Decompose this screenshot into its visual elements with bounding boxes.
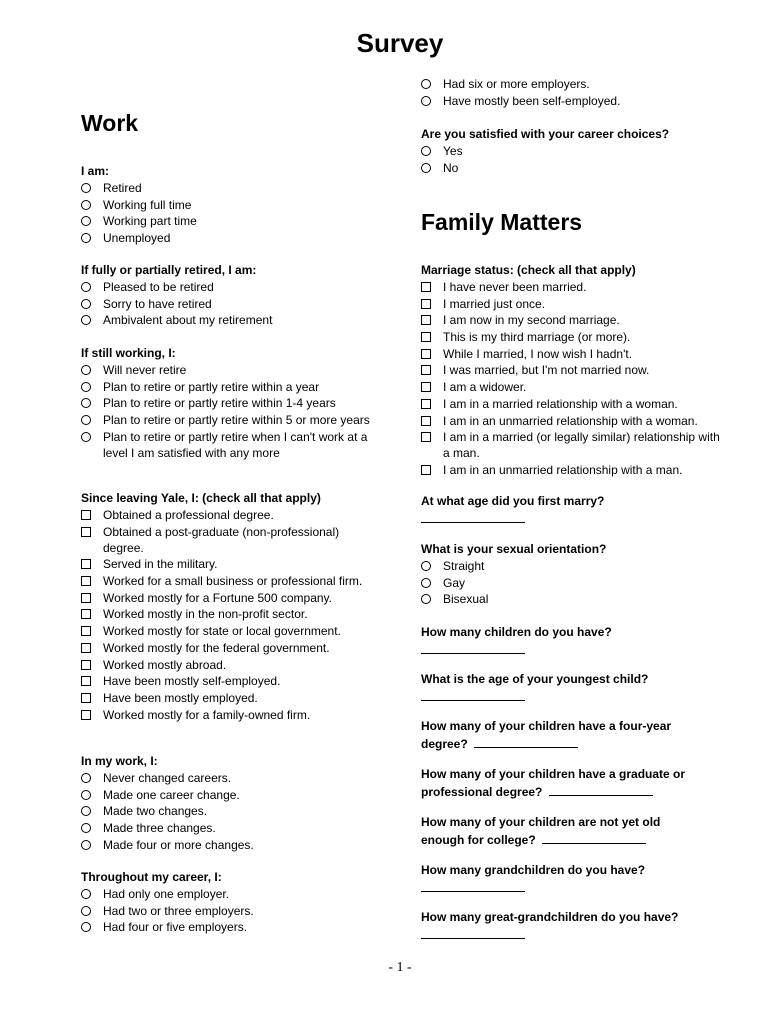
radio-icon[interactable]: [421, 594, 431, 604]
checkbox-icon[interactable]: [81, 559, 91, 569]
checkbox-icon[interactable]: [421, 465, 431, 475]
checkbox-option[interactable]: Obtained a professional degree.: [81, 507, 381, 523]
checkbox-icon[interactable]: [81, 510, 91, 520]
radio-group: [81, 279, 381, 328]
checkbox-icon[interactable]: [81, 576, 91, 586]
checkbox-option[interactable]: Obtained a post-graduate (non-professional) degree.: [81, 524, 381, 556]
checkbox-icon[interactable]: [421, 416, 431, 426]
checkbox-icon[interactable]: [81, 609, 91, 619]
question-label: If fully or partially retired, I am:: [81, 263, 257, 277]
checkbox-option[interactable]: Have been mostly self-employed.: [81, 673, 381, 689]
checkbox-group: [81, 507, 381, 723]
answer-field[interactable]: [421, 688, 525, 701]
question-throughout-career-continued: [421, 76, 721, 109]
radio-option[interactable]: Pleased to be retired: [81, 279, 381, 295]
checkbox-icon[interactable]: [81, 527, 91, 537]
page-title: Survey: [356, 28, 444, 58]
checkbox-option[interactable]: Worked mostly for the federal government.: [81, 640, 381, 656]
radio-icon[interactable]: [81, 790, 91, 800]
question-label: enough for college?: [421, 833, 536, 847]
question-if-retired: [81, 262, 381, 329]
checkbox-icon[interactable]: [421, 382, 431, 392]
radio-group: [81, 770, 381, 853]
checkbox-option[interactable]: Worked mostly in the non-profit sector.: [81, 606, 381, 622]
checkbox-icon[interactable]: [81, 593, 91, 603]
radio-option[interactable]: Had four or five employers.: [81, 919, 381, 935]
radio-option[interactable]: Bisexual: [421, 591, 721, 607]
question-label: How many of your children have a four-year: [421, 719, 672, 733]
checkbox-option[interactable]: I am in a married (or legally similar) relationship with a man.: [421, 429, 721, 461]
checkbox-option[interactable]: I am a widower.: [421, 379, 721, 395]
radio-group: [81, 180, 381, 246]
radio-icon[interactable]: [81, 365, 91, 375]
radio-icon[interactable]: [81, 922, 91, 932]
question-in-my-work: [81, 753, 381, 853]
page-number: - 1 -: [388, 960, 412, 975]
radio-icon[interactable]: [81, 216, 91, 226]
checkbox-icon[interactable]: [421, 332, 431, 342]
radio-icon[interactable]: [421, 79, 431, 89]
radio-option[interactable]: No: [421, 160, 721, 176]
question-first-marry-age: [421, 493, 721, 527]
answer-field[interactable]: [421, 641, 525, 654]
radio-option[interactable]: Ambivalent about my retirement: [81, 312, 381, 328]
radio-icon[interactable]: [81, 432, 91, 442]
checkbox-icon[interactable]: [421, 349, 431, 359]
radio-option[interactable]: Made four or more changes.: [81, 837, 381, 853]
checkbox-icon[interactable]: [81, 643, 91, 653]
radio-icon[interactable]: [421, 561, 431, 571]
checkbox-option[interactable]: I am now in my second marriage.: [421, 312, 721, 328]
question-orientation: [421, 541, 721, 608]
checkbox-icon[interactable]: [81, 676, 91, 686]
question-great-grandchildren: [421, 909, 721, 943]
radio-icon[interactable]: [81, 806, 91, 816]
checkbox-icon[interactable]: [421, 282, 431, 292]
checkbox-option[interactable]: I am in an unmarried relationship with a man.: [421, 462, 721, 478]
radio-option[interactable]: Had two or three employers.: [81, 903, 381, 919]
radio-option[interactable]: Working full time: [81, 197, 381, 213]
radio-icon[interactable]: [81, 823, 91, 833]
checkbox-option[interactable]: I am in a married relationship with a woman.: [421, 396, 721, 412]
answer-field[interactable]: [542, 831, 646, 844]
radio-option[interactable]: Retired: [81, 180, 381, 196]
radio-icon[interactable]: [421, 146, 431, 156]
radio-icon[interactable]: [81, 382, 91, 392]
radio-option[interactable]: Never changed careers.: [81, 770, 381, 786]
radio-icon[interactable]: [421, 163, 431, 173]
radio-group: [421, 143, 721, 176]
radio-option[interactable]: Made one career change.: [81, 787, 381, 803]
question-label: What is your sexual orientation?: [421, 542, 607, 556]
checkbox-option[interactable]: I was married, but I'm not married now.: [421, 362, 721, 378]
checkbox-option[interactable]: Worked mostly for state or local government.: [81, 623, 381, 639]
question-label: What is the age of your youngest child?: [421, 672, 649, 686]
question-label: degree?: [421, 737, 468, 751]
question-if-working: [81, 345, 381, 461]
radio-icon[interactable]: [81, 398, 91, 408]
question-children: [421, 624, 721, 658]
question-label: How many children do you have?: [421, 625, 612, 639]
checkbox-option[interactable]: I am in an unmarried relationship with a woman.: [421, 413, 721, 429]
radio-icon[interactable]: [81, 773, 91, 783]
radio-icon[interactable]: [421, 96, 431, 106]
radio-option[interactable]: Plan to retire or partly retire when I can't work at a level I am satisfied with any more: [81, 429, 381, 461]
question-marriage-status: [421, 262, 721, 479]
radio-icon[interactable]: [81, 889, 91, 899]
checkbox-option[interactable]: Worked mostly for a Fortune 500 company.: [81, 590, 381, 606]
radio-option[interactable]: Gay: [421, 575, 721, 591]
radio-option[interactable]: Plan to retire or partly retire within 5 or more years: [81, 412, 381, 428]
checkbox-icon[interactable]: [81, 660, 91, 670]
checkbox-option[interactable]: Worked mostly abroad.: [81, 657, 381, 673]
checkbox-icon[interactable]: [421, 315, 431, 325]
question-label: At what age did you first marry?: [421, 494, 605, 508]
radio-group: [81, 362, 381, 461]
radio-option[interactable]: Plan to retire or partly retire within 1-4 years: [81, 395, 381, 411]
checkbox-icon[interactable]: [421, 365, 431, 375]
checkbox-group: [421, 279, 721, 478]
question-since-yale: [81, 490, 381, 723]
radio-icon[interactable]: [81, 233, 91, 243]
radio-option[interactable]: Straight: [421, 558, 721, 574]
question-label: In my work, I:: [81, 754, 158, 768]
question-grandchildren: [421, 862, 721, 896]
radio-icon[interactable]: [81, 183, 91, 193]
checkbox-option[interactable]: Worked for a small business or professional firm.: [81, 573, 381, 589]
question-label: How many of your children have a graduate or: [421, 767, 686, 781]
question-label: I am:: [81, 164, 110, 178]
radio-group: [81, 886, 381, 935]
question-i-am: [81, 163, 381, 247]
question-label: Marriage status: (check all that apply): [421, 263, 636, 277]
answer-field[interactable]: [421, 879, 525, 892]
checkbox-icon[interactable]: [81, 626, 91, 636]
question-throughout-career: [81, 869, 381, 936]
radio-icon[interactable]: [81, 282, 91, 292]
radio-group: [421, 558, 721, 607]
question-label: How many of your children are not yet old: [421, 815, 661, 829]
radio-option[interactable]: Plan to retire or partly retire within a year: [81, 379, 381, 395]
radio-icon[interactable]: [81, 415, 91, 425]
family-heading: Family Matters: [421, 209, 583, 235]
radio-option[interactable]: Sorry to have retired: [81, 296, 381, 312]
checkbox-option[interactable]: Worked mostly for a family-owned firm.: [81, 707, 381, 723]
question-satisfied: [421, 126, 721, 176]
checkbox-option[interactable]: I married just once.: [421, 296, 721, 312]
radio-option[interactable]: Working part time: [81, 213, 381, 229]
radio-icon[interactable]: [421, 578, 431, 588]
checkbox-option[interactable]: While I married, I now wish I hadn't.: [421, 346, 721, 362]
question-four-year-degree: [421, 718, 721, 753]
question-not-college: [421, 814, 721, 849]
radio-option[interactable]: Had six or more employers.: [421, 76, 721, 92]
question-label: Are you satisfied with your career choices?: [421, 127, 670, 141]
question-youngest-child: [421, 671, 721, 705]
radio-option[interactable]: Had only one employer.: [81, 886, 381, 902]
radio-icon[interactable]: [81, 315, 91, 325]
radio-option[interactable]: Have mostly been self-employed.: [421, 93, 721, 109]
checkbox-option[interactable]: This is my third marriage (or more).: [421, 329, 721, 345]
checkbox-option[interactable]: I have never been married.: [421, 279, 721, 295]
radio-icon[interactable]: [81, 200, 91, 210]
checkbox-option[interactable]: Served in the military.: [81, 556, 381, 572]
radio-option[interactable]: Will never retire: [81, 362, 381, 378]
radio-option[interactable]: Made two changes.: [81, 803, 381, 819]
question-label: professional degree?: [421, 785, 543, 799]
question-label: Since leaving Yale, I: (check all that apply): [81, 491, 321, 505]
radio-icon[interactable]: [81, 840, 91, 850]
question-label: If still working, I:: [81, 346, 176, 360]
radio-group: [421, 76, 721, 109]
radio-option[interactable]: Made three changes.: [81, 820, 381, 836]
radio-option[interactable]: Unemployed: [81, 230, 381, 246]
checkbox-icon[interactable]: [81, 710, 91, 720]
question-label: How many grandchildren do you have?: [421, 863, 646, 877]
question-graduate-degree: [421, 766, 721, 801]
radio-icon[interactable]: [81, 906, 91, 916]
answer-field[interactable]: [549, 783, 653, 796]
radio-icon[interactable]: [81, 299, 91, 309]
checkbox-icon[interactable]: [81, 693, 91, 703]
question-label: How many great-grandchildren do you have?: [421, 910, 679, 924]
checkbox-option[interactable]: Have been mostly employed.: [81, 690, 381, 706]
checkbox-icon[interactable]: [421, 432, 431, 442]
answer-field[interactable]: [421, 510, 525, 523]
checkbox-icon[interactable]: [421, 399, 431, 409]
radio-option[interactable]: Yes: [421, 143, 721, 159]
answer-field[interactable]: [421, 926, 525, 939]
answer-field[interactable]: [474, 735, 578, 748]
checkbox-icon[interactable]: [421, 299, 431, 309]
work-heading: Work: [81, 110, 139, 136]
question-label: Throughout my career, I:: [81, 870, 222, 884]
